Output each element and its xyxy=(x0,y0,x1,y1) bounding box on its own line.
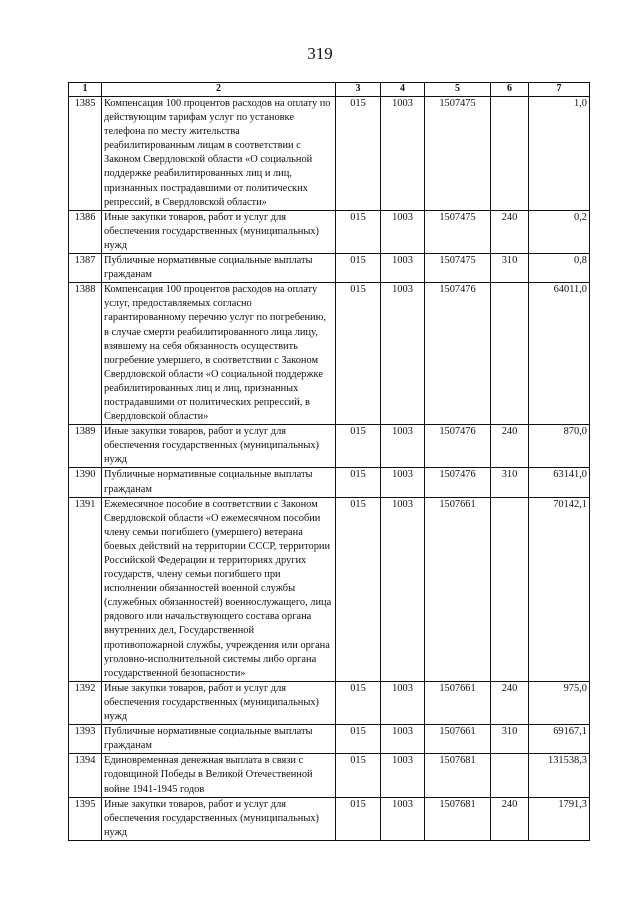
table-row xyxy=(69,283,590,425)
table-row xyxy=(69,97,590,211)
table-row xyxy=(69,497,590,681)
expense-type-code: 240 xyxy=(491,210,529,253)
section-code: 1003 xyxy=(381,497,425,681)
table-row xyxy=(69,254,590,283)
row-name: Публичные нормативные социальные выплаты гражданам xyxy=(102,725,336,754)
expense-type-code xyxy=(491,283,529,425)
target-article-code: 1507475 xyxy=(425,254,491,283)
ministry-code: 015 xyxy=(336,425,381,468)
amount: 870,0 xyxy=(529,425,590,468)
section-code: 1003 xyxy=(381,797,425,840)
table-row xyxy=(69,754,590,797)
target-article-code: 1507476 xyxy=(425,283,491,425)
amount: 975,0 xyxy=(529,681,590,724)
row-number: 1391 xyxy=(69,497,102,681)
row-name: Единовременная денежная выплата в связи с годовщиной Победы в Великой Отечественной войне 1941-1945 годов xyxy=(102,754,336,797)
section-code: 1003 xyxy=(381,468,425,497)
ministry-code: 015 xyxy=(336,797,381,840)
table-row xyxy=(69,210,590,253)
section-code: 1003 xyxy=(381,283,425,425)
column-header: 5 xyxy=(425,83,491,97)
target-article-code: 1507475 xyxy=(425,210,491,253)
amount: 69167,1 xyxy=(529,725,590,754)
expense-type-code: 240 xyxy=(491,681,529,724)
table-row xyxy=(69,725,590,754)
amount: 131538,3 xyxy=(529,754,590,797)
expense-type-code xyxy=(491,497,529,681)
section-code: 1003 xyxy=(381,254,425,283)
expense-type-code: 240 xyxy=(491,425,529,468)
row-name: Компенсация 100 процентов расходов на оплату услуг, предоставляемых согласно гарантированному перечню услуг по погребению, в случае смерти реабилитированного лица лицу, взявшему на себя обязанность осуществить погребение умершего, в соответствии с Законом Свердловской области «О социальной поддержке реабилитированных лиц и лиц, признанных пострадавшими от политических репрессий, в Свердловской области» xyxy=(102,283,336,425)
section-code: 1003 xyxy=(381,681,425,724)
ministry-code: 015 xyxy=(336,210,381,253)
target-article-code: 1507661 xyxy=(425,497,491,681)
row-number: 1387 xyxy=(69,254,102,283)
expense-type-code: 240 xyxy=(491,797,529,840)
amount: 0,8 xyxy=(529,254,590,283)
target-article-code: 1507681 xyxy=(425,754,491,797)
table-row xyxy=(69,797,590,840)
ministry-code: 015 xyxy=(336,681,381,724)
table-row xyxy=(69,468,590,497)
row-number: 1393 xyxy=(69,725,102,754)
target-article-code: 1507476 xyxy=(425,425,491,468)
ministry-code: 015 xyxy=(336,497,381,681)
expense-type-code xyxy=(491,97,529,211)
column-header: 3 xyxy=(336,83,381,97)
budget-table xyxy=(68,82,590,841)
section-code: 1003 xyxy=(381,754,425,797)
row-number: 1390 xyxy=(69,468,102,497)
section-code: 1003 xyxy=(381,97,425,211)
row-name: Публичные нормативные социальные выплаты гражданам xyxy=(102,254,336,283)
row-name: Публичные нормативные социальные выплаты гражданам xyxy=(102,468,336,497)
amount: 70142,1 xyxy=(529,497,590,681)
target-article-code: 1507476 xyxy=(425,468,491,497)
row-name: Иные закупки товаров, работ и услуг для обеспечения государственных (муниципальных) нужд xyxy=(102,681,336,724)
column-header: 2 xyxy=(102,83,336,97)
ministry-code: 015 xyxy=(336,283,381,425)
amount: 64011,0 xyxy=(529,283,590,425)
target-article-code: 1507681 xyxy=(425,797,491,840)
table-row xyxy=(69,681,590,724)
ministry-code: 015 xyxy=(336,754,381,797)
column-header: 4 xyxy=(381,83,425,97)
ministry-code: 015 xyxy=(336,97,381,211)
ministry-code: 015 xyxy=(336,725,381,754)
ministry-code: 015 xyxy=(336,254,381,283)
row-name: Иные закупки товаров, работ и услуг для обеспечения государственных (муниципальных) нужд xyxy=(102,425,336,468)
section-code: 1003 xyxy=(381,210,425,253)
header-row xyxy=(69,83,590,97)
amount: 1791,3 xyxy=(529,797,590,840)
ministry-code: 015 xyxy=(336,468,381,497)
target-article-code: 1507475 xyxy=(425,97,491,211)
row-number: 1386 xyxy=(69,210,102,253)
row-name: Компенсация 100 процентов расходов на оплату по действующим тарифам услуг по установке телефона по месту жительства реабилитированным лицам в соответствии с Законом Свердловской области «О социальной поддержке реабилитированных лиц и лиц, признанных пострадавшими от политических репрессий, в Свердловской области» xyxy=(102,97,336,211)
amount: 63141,0 xyxy=(529,468,590,497)
expense-type-code: 310 xyxy=(491,468,529,497)
row-number: 1394 xyxy=(69,754,102,797)
column-header: 6 xyxy=(491,83,529,97)
row-number: 1385 xyxy=(69,97,102,211)
row-number: 1389 xyxy=(69,425,102,468)
amount: 1,0 xyxy=(529,97,590,211)
row-name: Иные закупки товаров, работ и услуг для обеспечения государственных (муниципальных) нужд xyxy=(102,210,336,253)
row-number: 1392 xyxy=(69,681,102,724)
section-code: 1003 xyxy=(381,725,425,754)
expense-type-code xyxy=(491,754,529,797)
expense-type-code: 310 xyxy=(491,254,529,283)
row-number: 1395 xyxy=(69,797,102,840)
row-number: 1388 xyxy=(69,283,102,425)
page-number: 319 xyxy=(307,44,333,63)
row-name: Иные закупки товаров, работ и услуг для обеспечения государственных (муниципальных) нужд xyxy=(102,797,336,840)
target-article-code: 1507661 xyxy=(425,681,491,724)
table-row xyxy=(69,425,590,468)
column-header: 1 xyxy=(69,83,102,97)
column-header: 7 xyxy=(529,83,590,97)
section-code: 1003 xyxy=(381,425,425,468)
amount: 0,2 xyxy=(529,210,590,253)
target-article-code: 1507661 xyxy=(425,725,491,754)
row-name: Ежемесячное пособие в соответствии с Законом Свердловской области «О ежемесячном пособии члену семьи погибшего (умершего) ветерана боевых действий на территории СССР, территории Российской Федерации и территориях других государств, члену семьи погибшего при исполнении обязанностей военной службы (служебных обязанностей) военнослужащего, лица рядового или начальствующего состава органа внутренних дел, Государственной противопожарной службы, учреждения или органа уголовно-исполнительной системы либо органа государственной безопасности» xyxy=(102,497,336,681)
expense-type-code: 310 xyxy=(491,725,529,754)
